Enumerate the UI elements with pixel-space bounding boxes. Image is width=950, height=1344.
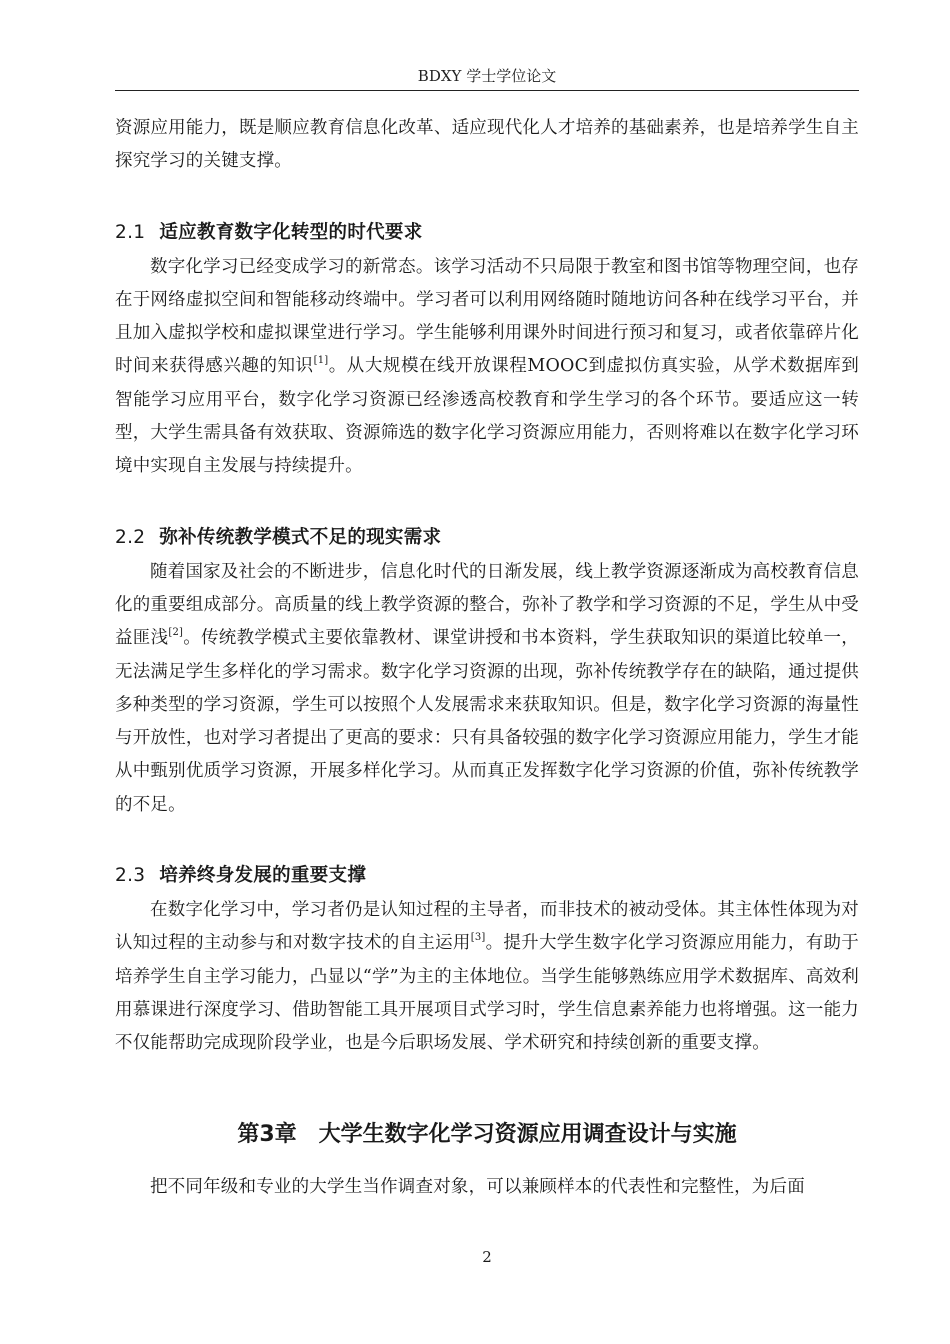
- citation-ref: [3]: [470, 932, 486, 944]
- section-title: 适应教育数字化转型的时代要求: [159, 221, 423, 243]
- continuation-paragraph: 资源应用能力，既是顺应教育信息化改革、适应现代化人才培养的基础素养，也是培养学生自主探究学习的关键支撑。: [115, 118, 859, 172]
- chapter-title: 大学生数字化学习资源应用调查设计与实施: [318, 1121, 737, 1147]
- chapter-heading: [115, 1117, 859, 1153]
- section-heading-2-2: [115, 521, 859, 554]
- section-paragraph-2-1: [115, 251, 859, 484]
- paragraph-text: 在数字化学习中，学习者仍是认知过程的主导者，而非技术的被动受体。其主体性体现为对认知过程的主动参与和对数字技术的自主运用: [115, 900, 859, 954]
- chapter-intro-paragraph: 把不同年级和专业的大学生当作调查对象，可以兼顾样本的代表性和完整性，为后面: [150, 1176, 805, 1197]
- header-divider: [115, 90, 859, 91]
- section-heading-2-3: [115, 859, 859, 892]
- paragraph-text: 数字化学习已经变成学习的新常态。该学习活动不只局限于教室和图书馆等物理空间，也存在于网络虚拟空间和智能移动终端中。学习者可以利用网络随时随地访问各种在线学习平台，并且加入虚拟学校和虚拟课堂进行学习。学生能够利用课外时间进行预习和复习，或者依靠碎片化时间来获得感兴趣的知识: [115, 256, 859, 377]
- citation-ref: [1]: [313, 355, 329, 367]
- page-number: 2: [482, 1248, 492, 1266]
- paragraph-text: 。提升大学生数字化学习资源应用能力，有助于培养学生自主学习能力，凸显以“学”为主的主体地位。当学生能够熟练应用学术数据库、高效利用慕课进行深度学习、借助智能工具开展项目式学习时，学生信息素养能力也将增强。这一能力不仅能帮助完成现阶段学业，也是今后职场发展、学术研究和持续创新的重要支撑。: [115, 933, 860, 1054]
- paragraph-text: 。从大规模在线开放课程MOOC到虚拟仿真实验，从学术数据库到智能学习应用平台，数字化学习资源已经渗透高校教育和学生学习的各个环节。要适应这一转型，大学生需具备有效获取、资源筛选的数字化学习资源应用能力，否则将难以在数字化学习环境中实现自主发展与持续提升。: [115, 356, 859, 477]
- section-number: 2.1: [115, 221, 146, 243]
- paragraph-text: 随着国家及社会的不断进步，信息化时代的日渐发展，线上教学资源逐渐成为高校教育信息化的重要组成部分。高质量的线上教学资源的整合，弥补了教学和学习资源的不足，学生从中受益匪浅: [115, 561, 859, 649]
- section-title: 培养终身发展的重要支撑: [159, 865, 367, 887]
- section-number: 2.3: [115, 865, 146, 887]
- section-title: 弥补传统教学模式不足的现实需求: [159, 526, 442, 548]
- citation-ref: [2]: [168, 627, 184, 639]
- section-heading-2-1: [115, 216, 859, 249]
- section-number: 2.2: [115, 526, 146, 548]
- paragraph-text: 。传统教学模式主要依靠教材、课堂讲授和书本资料，学生获取知识的渠道比较单一，无法满足学生多样化的学习需求。数字化学习资源的出现，弥补传统教学存在的缺陷，通过提供多种类型的学习资源，学生可以按照个人发展需求来获取知识。但是，数字化学习资源的海量性与开放性，也对学习者提出了更高的要求：只有具备较强的数字化学习资源应用能力，学生才能从中甄别优质学习资源，开展多样化学习。从而真正发挥数字化学习资源的价值，弥补传统教学的不足。: [115, 628, 859, 815]
- running-header: BDXY 学士学位论文: [417, 67, 557, 85]
- section-paragraph-2-3: [115, 894, 859, 1060]
- page-body: [115, 112, 859, 1204]
- chapter-number: 第3章: [237, 1121, 297, 1147]
- section-paragraph-2-2: [115, 556, 859, 822]
